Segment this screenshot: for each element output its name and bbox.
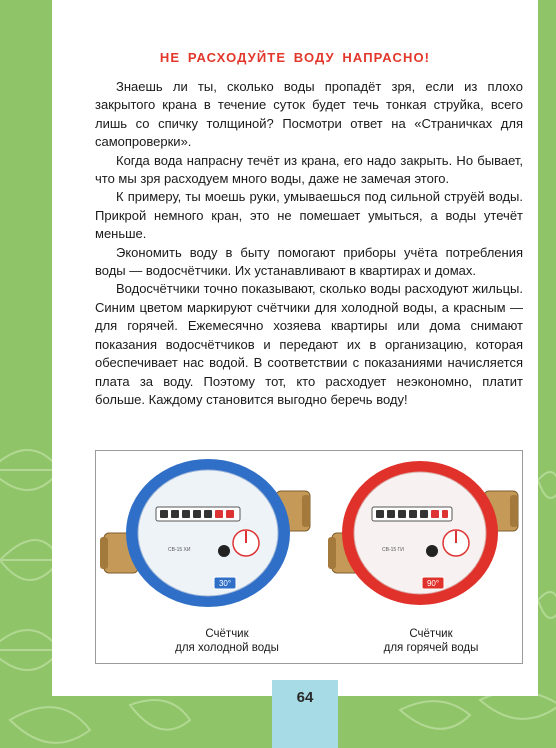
- paragraph-3: К примеру, ты моешь руки, умываешься под сильной струёй воды. Прикрой немного кран, это не помешает умыться, а воды утечёт меньше.: [95, 189, 523, 242]
- cold-caption-line2: для холодной воды: [175, 642, 279, 654]
- hot-caption-line1: Счётчик: [409, 628, 453, 640]
- textbook-page: [52, 0, 538, 696]
- paragraph-1: Знаешь ли ты, сколько воды пропадёт зря, если из плохо закрытого крана в течение суток будет течь тонкая струйка, всего лишь со спичку толщиной? Посмотри ответ на «Страничках для самопроверки».: [95, 79, 523, 150]
- paragraph-4: Экономить воду в быту помогают приборы учёта потребления воды — водосчётчики. Их устанавливают в квартирах и домах.: [95, 244, 523, 279]
- svg-text:СВ-15 ГИ: СВ-15 ГИ: [382, 547, 404, 553]
- page-number: 64: [296, 689, 314, 706]
- cold-caption-line1: Счётчик: [205, 628, 249, 640]
- water-meters-figure: [95, 450, 523, 664]
- body-text: [95, 78, 523, 409]
- cold-meter-caption: [152, 627, 302, 655]
- page-title: НЕ РАСХОДУЙТЕ ВОДУ НАПРАСНО!: [159, 50, 431, 65]
- cold-water-meter: [100, 459, 310, 607]
- paragraph-2: Когда вода напрасну течёт из крана, его надо закрыть. Но бывает, что мы зря расходуем много воды, даже не замечая этого.: [95, 152, 523, 187]
- hot-meter-temp-label: 90°: [426, 579, 440, 588]
- paragraph-5: Водосчётчики точно показывают, сколько воды расходуют жильцы. Синим цветом маркируют счётчики для холодной воды, а красным — для горячей. Ежемесячно хозяева квартиры или дома снимают показания водосчётчиков и передают их в организацию, которая обеспечивает нас водой. В соответствии с показаниями начисляется плата за воду. Поэтому тот, кто расходует неэкономно, платит больше. Каждому становится выгодно беречь воду!: [95, 281, 523, 407]
- svg-text:СВ-15 ХИ: СВ-15 ХИ: [168, 547, 191, 553]
- hot-water-meter: [328, 461, 518, 605]
- water-meters-illustration: [96, 451, 522, 631]
- hot-caption-line2: для горячей воды: [383, 642, 479, 654]
- cold-meter-temp-label: 30°: [218, 579, 232, 588]
- page-number-tab: [272, 680, 338, 748]
- hot-meter-caption: [356, 627, 506, 655]
